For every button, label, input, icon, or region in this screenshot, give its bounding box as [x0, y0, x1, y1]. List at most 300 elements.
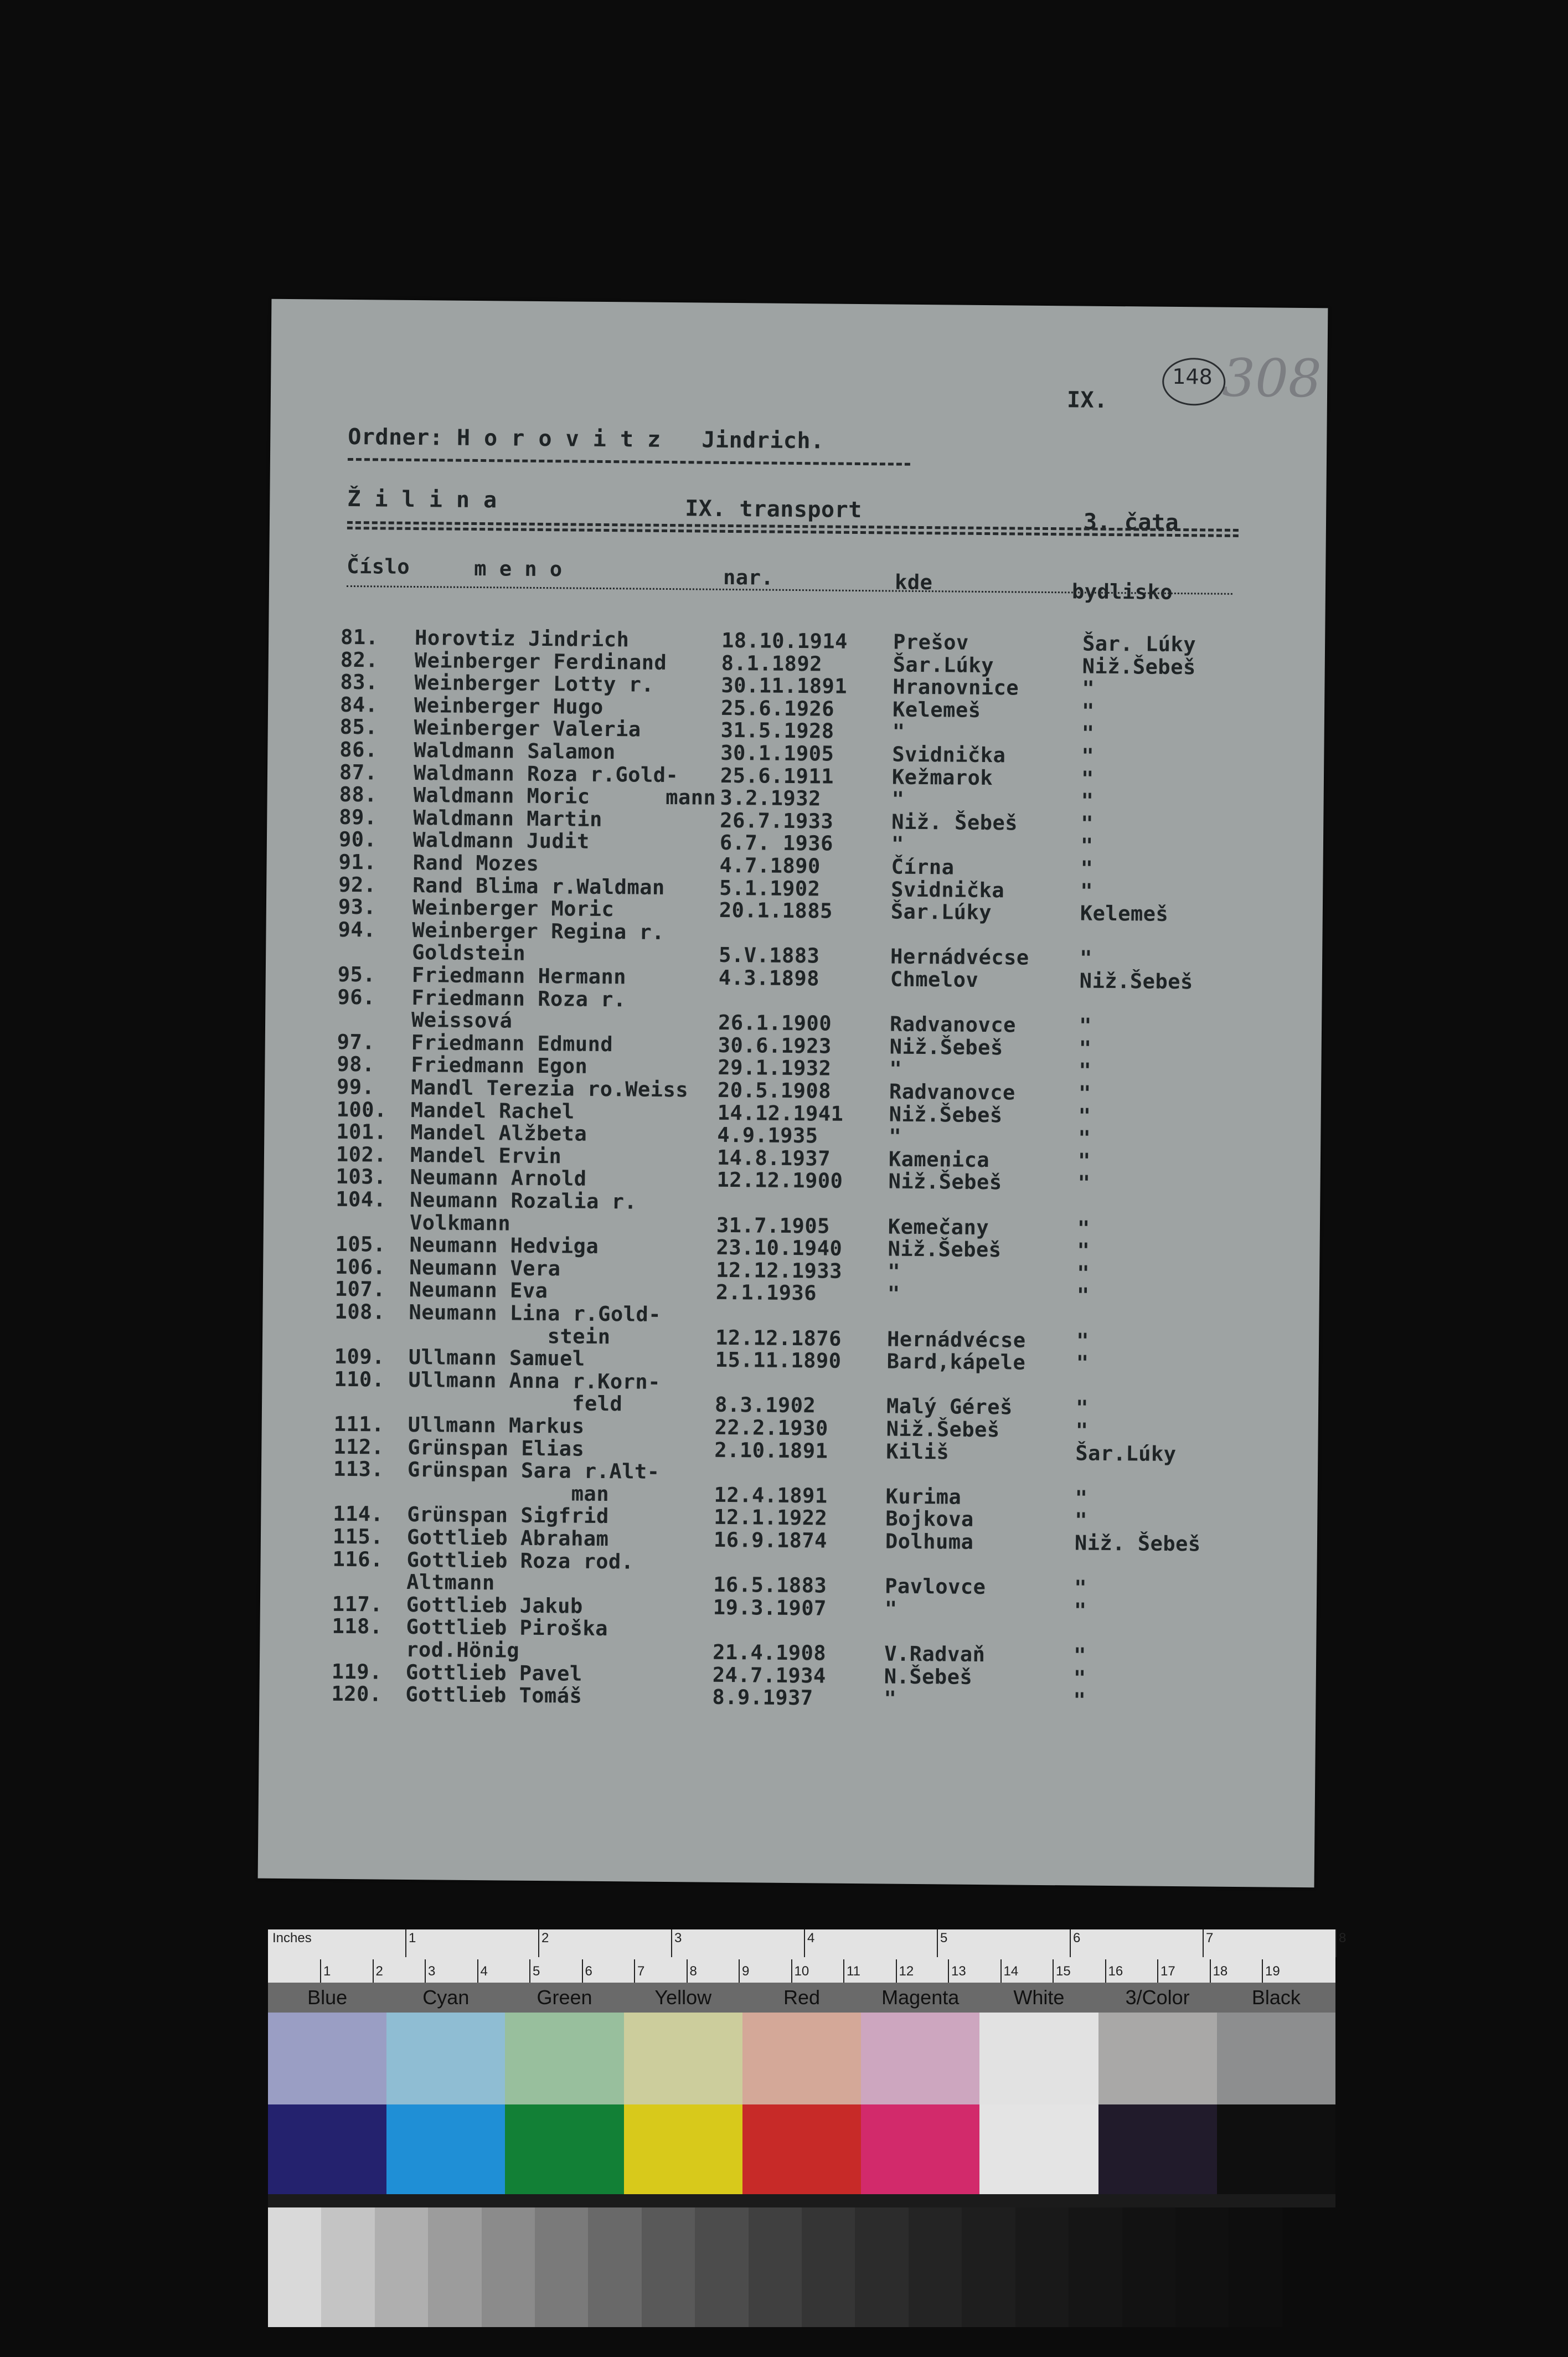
dark-color-patch: [624, 2104, 742, 2194]
dark-color-patch: [1217, 2104, 1335, 2194]
grey-patch: [749, 2207, 802, 2327]
row-birthplace: Radvanovce: [889, 1079, 1015, 1105]
color-label: Cyan: [422, 1986, 470, 2009]
row-name: Weinberger Hugo: [414, 693, 604, 719]
dark-color-patch: [1098, 2104, 1217, 2194]
row-name: Neumann Rozalia r.: [410, 1187, 637, 1214]
grey-patch: [588, 2207, 641, 2327]
ruler-cm-label: 2: [375, 1964, 383, 1979]
row-birth-date: 31.5.1928: [720, 718, 834, 744]
row-name: Waldmann Judit: [412, 828, 590, 854]
row-number: 112.: [333, 1434, 384, 1459]
ruler-inch-label: 7: [1206, 1931, 1214, 1946]
row-birth-date: 2.1.1936: [715, 1280, 817, 1305]
ruler-cm-label: 7: [637, 1964, 645, 1979]
row-residence: ": [1074, 1576, 1087, 1600]
ruler-inch-label: 6: [1073, 1931, 1081, 1946]
color-label: White: [1013, 1986, 1065, 2009]
dark-color-patch: [742, 2104, 861, 2194]
row-residence: ": [1077, 1171, 1091, 1196]
row-number: 83.: [340, 670, 378, 694]
section-label: 3. čata: [1083, 509, 1179, 536]
row-name: Mandel Alžbeta: [410, 1120, 587, 1146]
place-name: Ž i l i n a: [347, 486, 497, 513]
row-name: Gottlieb Pavel: [405, 1660, 582, 1686]
ruler-cm-tick: [739, 1959, 740, 1983]
row-name: Friedmann Hermann: [411, 963, 627, 989]
row-name: Grünspan Sara r.Alt-: [407, 1458, 660, 1484]
row-number: 115.: [332, 1524, 384, 1549]
ruler-cm-label: 10: [794, 1964, 809, 1979]
row-name: Neumann Arnold: [410, 1165, 587, 1191]
row-number: 90.: [338, 827, 377, 852]
row-birthplace: Niž.Šebeš: [889, 1102, 1003, 1127]
row-birthplace: Svidnička: [891, 877, 1005, 902]
row-birth-date: 6.7. 1936: [719, 831, 834, 856]
row-name: Volkmann: [409, 1210, 511, 1236]
row-birth-date: 23.10.1940: [716, 1235, 843, 1260]
ruler-cm-label: 1: [323, 1964, 331, 1979]
row-name: Ullmann Samuel: [408, 1345, 585, 1371]
row-birth-date: 15.11.1890: [715, 1347, 842, 1373]
row-number: 104.: [336, 1187, 386, 1212]
row-birth-date: 14.12.1941: [717, 1100, 844, 1126]
row-number: 110.: [334, 1367, 385, 1392]
ruler-cm-label: 8: [689, 1964, 697, 1979]
ruler-cm-tick: [1210, 1959, 1211, 1983]
row-name: Weinberger Valeria: [414, 716, 641, 742]
row-number: 99.: [336, 1074, 375, 1099]
row-birth-date: 25.6.1911: [720, 763, 834, 789]
row-birthplace: ": [888, 1259, 901, 1284]
row-birthplace: Pavlovce: [885, 1574, 986, 1599]
row-number: 87.: [339, 760, 378, 785]
row-residence: ": [1076, 1261, 1090, 1285]
ruler-cm-tick: [1157, 1959, 1158, 1983]
row-name: man: [407, 1480, 610, 1506]
dark-patch-row: [268, 2104, 1335, 2194]
row-name: Waldmann Moric mann: [413, 783, 716, 810]
row-number: 114.: [333, 1502, 384, 1526]
row-residence: Kelemeš: [1080, 901, 1169, 927]
row-birth-date: 29.1.1932: [718, 1056, 832, 1080]
ruler-cm-tick: [477, 1959, 478, 1983]
ruler-cm-label: 6: [585, 1964, 592, 1979]
grey-patch: [268, 2207, 321, 2327]
row-residence: ": [1077, 1216, 1090, 1241]
ruler-cm-label: 19: [1265, 1964, 1280, 1979]
color-label: Green: [537, 1986, 592, 2009]
ruler-cm-tick: [843, 1959, 844, 1983]
row-number: 105.: [335, 1232, 386, 1257]
row-name: Weinberger Ferdinand: [414, 648, 667, 675]
row-birth-date: 12.4.1891: [714, 1483, 828, 1508]
row-number: 96.: [337, 985, 376, 1010]
row-residence: ": [1081, 699, 1095, 723]
row-name: Gottlieb Roza rod.: [406, 1547, 634, 1574]
row-birthplace: ": [891, 832, 904, 857]
row-number: 100.: [336, 1097, 388, 1122]
row-residence: ": [1076, 1283, 1090, 1308]
row-number: 109.: [334, 1344, 385, 1369]
ruler-cm-label: 13: [951, 1964, 966, 1979]
row-birth-date: 12.12.1933: [716, 1258, 843, 1283]
row-birth-date: 31.7.1905: [716, 1213, 831, 1238]
row-birthplace: Niž.Šebeš: [886, 1417, 1000, 1442]
ruler-inch-tick: [405, 1929, 406, 1957]
ruler-inch-tick: [1335, 1929, 1337, 1957]
row-name: Mandl Terezia ro.Weiss: [410, 1075, 689, 1102]
row-birthplace: Niž.Šebeš: [889, 1035, 1003, 1060]
row-birth-date: 19.3.1907: [713, 1595, 827, 1620]
row-name: Ullmann Markus: [408, 1412, 585, 1438]
ruler-cm-tick: [791, 1959, 792, 1983]
row-residence: ": [1079, 1013, 1092, 1038]
row-number: 84.: [339, 692, 378, 717]
row-number: 120.: [331, 1681, 382, 1706]
grey-patch: [909, 2207, 962, 2327]
row-residence: ": [1076, 1351, 1089, 1375]
row-name: Friedmann Roza r.: [411, 985, 626, 1011]
light-color-patch: [505, 2013, 623, 2104]
row-residence: ": [1076, 1329, 1090, 1353]
row-birthplace: Niž.Šebeš: [888, 1237, 1002, 1262]
ruler-inch-label: 2: [541, 1931, 549, 1946]
row-birthplace: ": [884, 1686, 897, 1711]
ruler: [268, 1929, 1347, 1983]
row-birthplace: Radvanovce: [889, 1012, 1017, 1037]
ruler-cm-tick: [1262, 1959, 1263, 1983]
row-birthplace: Kemečany: [888, 1214, 989, 1239]
row-number: 82.: [340, 647, 379, 672]
color-label-bar: [268, 1983, 1335, 2013]
dark-color-patch: [505, 2104, 623, 2194]
ruler-inch-tick: [1203, 1929, 1204, 1957]
row-birth-date: 18.10.1914: [721, 628, 848, 653]
ruler-inch-label: 4: [807, 1931, 815, 1946]
color-target-card: [268, 1929, 1347, 2327]
color-label: 3/Color: [1125, 1986, 1190, 2009]
row-birth-date: 14.8.1937: [716, 1145, 831, 1171]
row-birthplace: ": [887, 1282, 900, 1306]
color-label: Red: [783, 1986, 820, 2009]
row-birthplace: ": [884, 1597, 898, 1621]
dark-color-patch: [268, 2104, 386, 2194]
row-birth-date: 30.1.1905: [720, 740, 834, 766]
grey-patch: [855, 2207, 908, 2327]
grey-patch: [1015, 2207, 1069, 2327]
row-residence: ": [1079, 946, 1093, 971]
transport-label: IX. transport: [685, 496, 862, 523]
row-birth-date: 16.5.1883: [713, 1572, 827, 1598]
row-residence: ": [1080, 833, 1094, 858]
row-birthplace: Niž. Šebeš: [891, 810, 1018, 835]
light-color-patch: [1098, 2013, 1217, 2104]
row-name: Friedmann Edmund: [411, 1030, 613, 1056]
row-birth-date: 2.10.1891: [714, 1438, 828, 1463]
row-birthplace: Šar.Lúky: [893, 652, 994, 677]
column-header-name: m e n o: [474, 556, 563, 581]
row-birth-date: 12.12.1900: [716, 1168, 843, 1193]
row-birthplace: ": [889, 1057, 902, 1082]
ruler-inch-label: 8: [1339, 1931, 1347, 1946]
light-color-patch: [861, 2013, 979, 2104]
row-residence: ": [1077, 1149, 1091, 1173]
grey-patch: [802, 2207, 855, 2327]
row-birth-date: 12.1.1922: [714, 1505, 828, 1530]
row-name: Neumann Hedviga: [409, 1233, 599, 1259]
row-name: feld: [408, 1390, 623, 1416]
row-number: 97.: [337, 1030, 375, 1054]
row-name: Waldmann Martin: [413, 805, 603, 831]
row-birth-date: 5.V.1883: [718, 943, 820, 968]
light-color-patch: [742, 2013, 861, 2104]
row-residence: ": [1078, 1104, 1091, 1128]
row-number: 118.: [332, 1614, 383, 1639]
row-residence: ": [1081, 766, 1094, 791]
ruler-cm-label: 3: [428, 1964, 436, 1979]
row-birth-date: 4.9.1935: [717, 1123, 818, 1148]
row-number: 102.: [336, 1142, 387, 1167]
row-number: 81.: [340, 625, 379, 650]
dark-color-patch: [861, 2104, 979, 2194]
row-number: 103.: [336, 1165, 386, 1189]
row-number: 95.: [337, 962, 376, 987]
orderer-underline: [348, 458, 910, 466]
row-residence: ": [1081, 789, 1094, 813]
row-number: 89.: [339, 805, 377, 830]
row-birthplace: Kelemeš: [892, 697, 981, 722]
ruler-cm-tick: [529, 1959, 530, 1983]
row-birth-date: 16.9.1874: [713, 1527, 828, 1553]
row-name: Weinberger Moric: [412, 896, 615, 922]
ruler-cm-tick: [373, 1959, 374, 1983]
row-birthplace: Svidnička: [892, 742, 1006, 768]
pencil-page-number: 308: [1221, 348, 1322, 410]
row-birth-date: 8.1.1892: [721, 651, 823, 676]
row-name: Gottlieb Abraham: [406, 1525, 609, 1551]
row-birth-date: 30.6.1923: [718, 1033, 832, 1058]
ruler-inch-tick: [1070, 1929, 1071, 1957]
row-birth-date: 3.2.1932: [720, 786, 822, 811]
row-birth-date: 21.4.1908: [712, 1640, 827, 1665]
row-number: 106.: [335, 1254, 386, 1279]
ruler-inch-tick: [538, 1929, 539, 1957]
row-residence: Niž.Šebeš: [1079, 969, 1193, 994]
row-birthplace: ": [892, 719, 905, 744]
row-name: Grünspan Elias: [408, 1435, 585, 1461]
grey-scale-row: [268, 2207, 1335, 2327]
ruler-cm-tick: [320, 1959, 321, 1983]
row-birthplace: Hernádvécse: [886, 1327, 1026, 1352]
row-name: Rand Mozes: [412, 850, 539, 876]
row-birthplace: Kamenica: [888, 1147, 990, 1172]
light-color-patch: [979, 2013, 1098, 2104]
color-label: Yellow: [654, 1986, 712, 2009]
row-number: 108.: [334, 1299, 385, 1324]
row-number: 113.: [333, 1457, 384, 1481]
row-birth-date: 4.7.1890: [719, 853, 821, 878]
row-residence: ": [1073, 1643, 1087, 1668]
row-birth-date: 20.1.1885: [719, 898, 833, 923]
grey-patch: [1229, 2207, 1282, 2327]
column-header-where: kde: [894, 570, 933, 595]
row-number: 119.: [331, 1659, 383, 1684]
ruler-inch-label: 5: [940, 1931, 948, 1946]
column-header-residence: bydlisko: [1071, 579, 1173, 604]
row-birthplace: Malý Géreš: [886, 1394, 1013, 1419]
row-number: 111.: [333, 1412, 385, 1437]
page-number: IX.: [1066, 387, 1108, 413]
orderer-line: Ordner: H o r o v i t z Jindrich.: [348, 424, 824, 454]
row-birth-date: 8.9.1937: [712, 1685, 813, 1710]
row-name: Neumann Vera: [409, 1255, 561, 1281]
grey-patch: [1122, 2207, 1175, 2327]
row-birthplace: Niž.Šebeš: [888, 1169, 1002, 1195]
ruler-cm-label: 16: [1108, 1964, 1123, 1979]
row-name: Horovtiz Jindrich: [414, 626, 630, 652]
row-birthplace: Šar.Lúky: [890, 899, 992, 925]
row-name: Gottlieb Jakub: [406, 1592, 583, 1618]
row-name: stein: [408, 1322, 611, 1349]
row-birth-date: 5.1.1902: [719, 876, 821, 901]
grey-patch: [1175, 2207, 1229, 2327]
page-stamp-number: 148: [1172, 364, 1213, 389]
row-number: 98.: [337, 1052, 375, 1077]
row-name: Grünspan Sigfrid: [407, 1502, 609, 1529]
ruler-inch-tick: [804, 1929, 805, 1957]
row-birthplace: Hernádvécse: [890, 944, 1029, 970]
row-number: 94.: [338, 917, 376, 942]
row-residence: ": [1073, 1688, 1086, 1712]
row-number: 93.: [338, 895, 376, 919]
row-name: Waldmann Roza r.Gold-: [413, 760, 679, 787]
ruler-inch-label: 3: [674, 1931, 682, 1946]
row-number: 117.: [332, 1592, 383, 1617]
ruler-cm-label: 17: [1160, 1964, 1175, 1979]
ruler-cm-label: 5: [533, 1964, 540, 1979]
row-residence: ": [1073, 1666, 1086, 1690]
row-birth-date: 8.3.1902: [714, 1393, 816, 1418]
row-birthplace: ": [891, 787, 905, 811]
ruler-inch-tick: [937, 1929, 938, 1957]
row-number: 101.: [336, 1119, 387, 1144]
row-name: Weinberger Regina r.: [412, 918, 665, 944]
grey-patch: [321, 2207, 374, 2327]
ruler-inch-tick: [671, 1929, 672, 1957]
color-label: Magenta: [881, 1986, 960, 2009]
row-name: Gottlieb Piroška: [406, 1615, 608, 1641]
light-patch-row: [268, 2013, 1335, 2104]
row-residence: ": [1081, 811, 1094, 836]
row-residence: ": [1075, 1508, 1088, 1533]
grey-patch: [1069, 2207, 1122, 2327]
row-residence: Niž. Šebeš: [1074, 1531, 1201, 1556]
row-birth-date: 22.2.1930: [714, 1415, 828, 1440]
row-birth-date: 26.7.1933: [720, 808, 834, 833]
light-color-patch: [386, 2013, 505, 2104]
ruler-cm-label: 15: [1056, 1964, 1071, 1979]
ruler-cm-label: 18: [1213, 1964, 1228, 1979]
row-residence: ": [1074, 1598, 1087, 1623]
row-birthplace: Dolhuma: [885, 1529, 974, 1554]
ruler-cm-tick: [896, 1959, 897, 1983]
row-birth-date: 4.3.1898: [718, 965, 820, 991]
row-residence: ": [1081, 721, 1095, 746]
light-color-patch: [268, 2013, 386, 2104]
row-birthplace: Bojkova: [885, 1506, 974, 1532]
row-residence: ": [1080, 856, 1094, 881]
row-residence: ": [1078, 1126, 1091, 1150]
ruler-cm-label: 12: [899, 1964, 914, 1979]
ruler-cm-label: 4: [480, 1964, 488, 1979]
row-residence: ": [1081, 744, 1095, 768]
row-name: Goldstein: [412, 940, 526, 966]
row-name: Gottlieb Tomáš: [405, 1682, 582, 1708]
row-residence: Niž.Šebeš: [1082, 654, 1196, 679]
light-color-patch: [1217, 2013, 1335, 2104]
grey-patch: [375, 2207, 428, 2327]
row-birthplace: Čírna: [891, 855, 955, 879]
row-name: Weissová: [411, 1008, 513, 1033]
row-number: 107.: [334, 1277, 386, 1301]
dark-color-patch: [979, 2104, 1098, 2194]
ruler-unit-label: Inches: [272, 1931, 312, 1946]
grey-patch: [482, 2207, 535, 2327]
light-color-patch: [624, 2013, 742, 2104]
color-label: Blue: [307, 1986, 348, 2009]
row-birth-date: 12.12.1876: [715, 1325, 842, 1351]
ruler-cm-tick: [1053, 1959, 1054, 1983]
row-birthplace: Kežmarok: [891, 765, 993, 790]
row-name: Rand Blima r.Waldman: [412, 873, 665, 899]
row-birthplace: ": [889, 1124, 902, 1149]
ruler-cm-label: 14: [1003, 1964, 1019, 1979]
grey-patch: [535, 2207, 588, 2327]
grey-patch: [1282, 2207, 1335, 2327]
row-birth-date: 24.7.1934: [712, 1663, 826, 1688]
row-residence: Šar. Lúky: [1082, 631, 1196, 657]
row-birth-date: 30.11.1891: [721, 673, 848, 699]
row-name: Altmann: [406, 1570, 495, 1595]
row-residence: ": [1075, 1486, 1088, 1510]
row-number: 92.: [338, 872, 376, 897]
ruler-cm-tick: [1105, 1959, 1106, 1983]
dark-color-patch: [386, 2104, 505, 2194]
row-number: 91.: [338, 850, 377, 874]
row-birthplace: N.Šebeš: [884, 1664, 973, 1689]
ruler-cm-tick: [1000, 1959, 1002, 1983]
grey-patch: [695, 2207, 748, 2327]
ruler-cm-label: 11: [847, 1964, 860, 1979]
row-birthplace: Hranovnice: [893, 675, 1019, 700]
column-header-birth: nar.: [723, 565, 774, 590]
document-page: [258, 299, 1328, 1888]
ruler-cm-tick: [425, 1959, 426, 1983]
row-name: Waldmann Salamon: [414, 738, 616, 764]
row-birth-date: 26.1.1900: [718, 1011, 832, 1036]
row-birth-date: 20.5.1908: [717, 1078, 832, 1103]
ruler-cm-tick: [687, 1959, 688, 1983]
row-birthplace: Kurima: [885, 1484, 962, 1509]
row-name: rod.Hönig: [406, 1637, 520, 1663]
row-residence: ": [1079, 1058, 1092, 1083]
row-name: Mandel Rachel: [410, 1098, 575, 1124]
ruler-inch-label: 1: [409, 1931, 416, 1946]
ruler-cm-tick: [948, 1959, 949, 1983]
row-birthplace: V.Radvaň: [884, 1641, 986, 1667]
row-residence: Šar.Lúky: [1075, 1441, 1177, 1466]
